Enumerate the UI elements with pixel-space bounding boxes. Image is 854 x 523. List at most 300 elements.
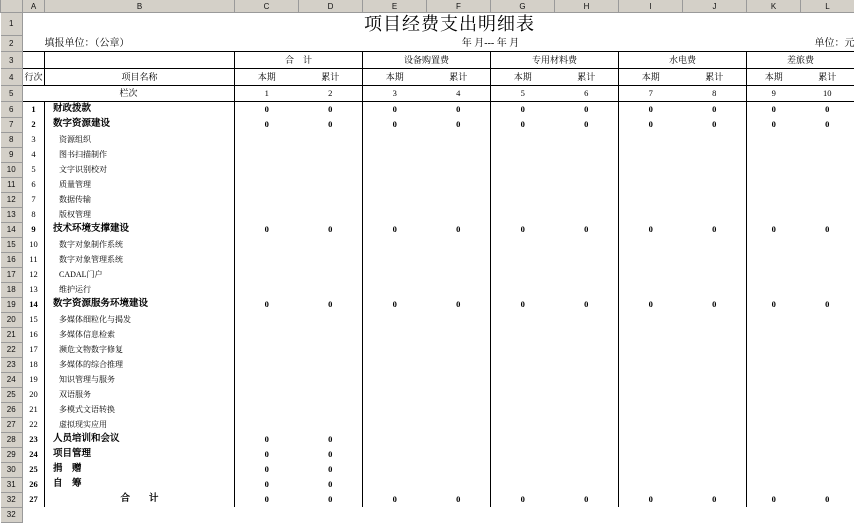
row-header-7[interactable]: 7 — [1, 117, 23, 132]
value-cell: 0 — [619, 297, 683, 312]
value-cell — [619, 282, 683, 297]
item-name-cell: 技术环境支撑建设 — [45, 222, 235, 237]
value-cell — [683, 252, 747, 267]
sheet-row-5 — [1, 86, 854, 102]
column-header-F[interactable]: F — [427, 0, 491, 13]
row-index-cell: 12 — [23, 267, 45, 282]
column-header-K[interactable]: K — [747, 0, 801, 13]
row-index-cell: 27 — [23, 492, 45, 507]
value-cell: 0 — [683, 102, 747, 118]
value-cell — [235, 282, 299, 297]
row-header-17[interactable]: 17 — [1, 267, 23, 282]
row-header-23[interactable]: 23 — [1, 357, 23, 372]
value-cell: 0 — [235, 477, 299, 492]
value-cell — [363, 477, 427, 492]
table-row[interactable] — [1, 432, 854, 447]
value-cell — [491, 417, 555, 432]
row-header-8[interactable]: 8 — [1, 132, 23, 147]
table-row[interactable] — [1, 462, 854, 477]
value-cell — [491, 282, 555, 297]
col-index-1: 1 — [235, 86, 299, 102]
column-header-D[interactable]: D — [299, 0, 363, 13]
value-cell — [427, 477, 491, 492]
value-cell — [491, 312, 555, 327]
value-cell — [747, 342, 801, 357]
value-cell — [491, 192, 555, 207]
value-cell: 0 — [683, 492, 747, 507]
value-cell — [299, 342, 363, 357]
value-cell — [299, 207, 363, 222]
row-header-6[interactable]: 6 — [1, 102, 23, 118]
column-header-A[interactable]: A — [23, 0, 45, 13]
row-index-cell: 25 — [23, 462, 45, 477]
value-cell: 0 — [801, 222, 854, 237]
value-cell — [555, 327, 619, 342]
row-header-18[interactable]: 18 — [1, 282, 23, 297]
table-row[interactable] — [1, 192, 854, 207]
value-cell: 0 — [683, 297, 747, 312]
value-cell — [363, 357, 427, 372]
col-index-2: 2 — [299, 86, 363, 102]
value-cell — [801, 372, 854, 387]
value-cell: 0 — [299, 477, 363, 492]
row-header-10[interactable]: 10 — [1, 162, 23, 177]
value-cell: 0 — [427, 297, 491, 312]
value-cell — [747, 357, 801, 372]
value-cell — [747, 462, 801, 477]
report-period-label: 年 月--- 年 月 — [363, 35, 619, 52]
value-cell — [801, 387, 854, 402]
value-cell — [683, 207, 747, 222]
sub-header-equipment-current: 本期 — [363, 69, 427, 86]
row-header-9[interactable]: 9 — [1, 147, 23, 162]
value-cell — [555, 147, 619, 162]
value-cell — [683, 372, 747, 387]
value-cell — [619, 162, 683, 177]
value-cell — [747, 267, 801, 282]
value-cell — [427, 462, 491, 477]
value-cell — [555, 177, 619, 192]
value-cell: 0 — [747, 492, 801, 507]
table-row[interactable] — [1, 507, 854, 522]
sheet-row-4 — [1, 69, 854, 86]
value-cell — [235, 207, 299, 222]
value-cell — [363, 282, 427, 297]
value-cell — [235, 312, 299, 327]
value-cell — [801, 327, 854, 342]
value-cell — [619, 462, 683, 477]
value-cell: 0 — [235, 462, 299, 477]
value-cell — [491, 372, 555, 387]
item-name-cell: 捐 赠 — [45, 462, 235, 477]
value-cell — [491, 207, 555, 222]
value-cell — [683, 477, 747, 492]
column-header-B[interactable]: B — [45, 0, 235, 13]
col-index-3: 3 — [363, 86, 427, 102]
table-row[interactable] — [1, 282, 854, 297]
column-header-E[interactable]: E — [363, 0, 427, 13]
value-cell — [747, 192, 801, 207]
row-index-cell: 22 — [23, 417, 45, 432]
table-row[interactable] — [1, 387, 854, 402]
row-header-13[interactable]: 13 — [1, 207, 23, 222]
value-cell — [363, 177, 427, 192]
value-cell — [619, 207, 683, 222]
row-index-cell: 24 — [23, 447, 45, 462]
value-cell: 0 — [747, 297, 801, 312]
value-cell — [683, 447, 747, 462]
amount-unit-label: 单位：元 — [747, 35, 854, 52]
item-name-cell: 数字对象管理系统 — [45, 252, 235, 267]
value-cell — [683, 327, 747, 342]
table-row[interactable] — [1, 252, 854, 267]
value-cell — [683, 237, 747, 252]
value-cell — [363, 237, 427, 252]
value-cell — [235, 177, 299, 192]
value-cell — [555, 387, 619, 402]
column-header-C[interactable]: C — [235, 0, 299, 13]
table-row[interactable] — [1, 117, 854, 132]
column-header-G[interactable]: G — [491, 0, 555, 13]
table-row[interactable] — [1, 222, 854, 237]
value-cell — [555, 162, 619, 177]
value-cell — [747, 417, 801, 432]
item-name-cell: 数字资源建设 — [45, 117, 235, 132]
value-cell: 0 — [235, 492, 299, 507]
item-name-cell: 人员培训和会议 — [45, 432, 235, 447]
sub-header-total-cumulative: 累计 — [299, 69, 363, 86]
value-cell — [299, 162, 363, 177]
value-cell — [299, 192, 363, 207]
select-all-corner[interactable] — [1, 0, 23, 13]
table-row[interactable] — [1, 297, 854, 312]
value-cell: 0 — [299, 447, 363, 462]
value-cell — [801, 192, 854, 207]
col-index-10: 10 — [801, 86, 854, 102]
row-index-cell: 21 — [23, 402, 45, 417]
column-header-L[interactable]: L — [801, 0, 854, 13]
value-cell — [427, 432, 491, 447]
column-header-J[interactable]: J — [683, 0, 747, 13]
value-cell: 0 — [747, 102, 801, 118]
value-cell: 0 — [299, 222, 363, 237]
table-body — [1, 102, 854, 523]
row-header-20[interactable]: 20 — [1, 312, 23, 327]
item-name-cell: 数字对象制作系统 — [45, 237, 235, 252]
value-cell: 0 — [363, 117, 427, 132]
value-cell: 0 — [299, 297, 363, 312]
value-cell: 0 — [363, 102, 427, 118]
table-row[interactable] — [1, 177, 854, 192]
value-cell — [801, 342, 854, 357]
item-name-cell: 双语服务 — [45, 387, 235, 402]
row-header-19[interactable]: 19 — [1, 297, 23, 312]
value-cell — [299, 237, 363, 252]
value-cell — [747, 237, 801, 252]
group-header-total: 合 计 — [235, 52, 363, 69]
sheet-row-2 — [1, 35, 854, 52]
value-cell — [747, 402, 801, 417]
table-row[interactable] — [1, 207, 854, 222]
row-index-cell: 26 — [23, 477, 45, 492]
value-cell — [427, 387, 491, 402]
row-header-5[interactable]: 5 — [1, 86, 23, 102]
value-cell — [747, 147, 801, 162]
item-name-cell: 质量管理 — [45, 177, 235, 192]
row-index-cell: 23 — [23, 432, 45, 447]
row-header-31[interactable]: 31 — [1, 477, 23, 492]
value-cell — [747, 327, 801, 342]
value-cell — [619, 357, 683, 372]
value-cell — [801, 477, 854, 492]
value-cell: 0 — [363, 222, 427, 237]
row-header-15[interactable]: 15 — [1, 237, 23, 252]
row-header-1[interactable]: 1 — [1, 13, 23, 36]
value-cell — [619, 312, 683, 327]
item-name-cell: 数据传输 — [45, 192, 235, 207]
value-cell: 0 — [491, 102, 555, 118]
value-cell: 0 — [491, 117, 555, 132]
table-row[interactable] — [1, 327, 854, 342]
value-cell — [427, 447, 491, 462]
table-row[interactable] — [1, 477, 854, 492]
sheet-row-1 — [1, 13, 854, 36]
value-cell — [747, 177, 801, 192]
row-header-3[interactable]: 3 — [1, 52, 23, 69]
row-index-cell: 3 — [23, 132, 45, 147]
value-cell — [299, 357, 363, 372]
table-row[interactable] — [1, 102, 854, 118]
row-header-2[interactable]: 2 — [1, 35, 23, 52]
value-cell — [363, 432, 427, 447]
col-index-4: 4 — [427, 86, 491, 102]
value-cell — [363, 207, 427, 222]
value-cell — [683, 357, 747, 372]
value-cell — [299, 147, 363, 162]
table-row[interactable] — [1, 447, 854, 462]
value-cell — [747, 132, 801, 147]
value-cell — [427, 342, 491, 357]
sub-header-utilities-cumulative: 累计 — [683, 69, 747, 86]
value-cell: 0 — [683, 117, 747, 132]
value-cell: 0 — [801, 297, 854, 312]
row-index-cell: 9 — [23, 222, 45, 237]
value-cell: 0 — [555, 222, 619, 237]
value-cell — [801, 237, 854, 252]
value-cell — [427, 267, 491, 282]
value-cell — [747, 282, 801, 297]
value-cell — [299, 417, 363, 432]
value-cell — [363, 327, 427, 342]
row-index-cell: 1 — [23, 102, 45, 118]
table-row[interactable] — [1, 357, 854, 372]
value-cell: 0 — [427, 117, 491, 132]
col-index-8: 8 — [683, 86, 747, 102]
sub-header-travel-current: 本期 — [747, 69, 801, 86]
item-name-cell: 虚拟现实应用 — [45, 417, 235, 432]
table-row[interactable] — [1, 312, 854, 327]
value-cell — [683, 132, 747, 147]
sub-header-total-current: 本期 — [235, 69, 299, 86]
value-cell — [555, 342, 619, 357]
table-row[interactable] — [1, 132, 854, 147]
value-cell — [363, 312, 427, 327]
row-header-32[interactable]: 32 — [1, 507, 23, 522]
value-cell — [619, 132, 683, 147]
value-cell — [363, 252, 427, 267]
value-cell: 0 — [619, 222, 683, 237]
value-cell: 0 — [299, 432, 363, 447]
value-cell: 0 — [235, 102, 299, 118]
value-cell — [555, 207, 619, 222]
value-cell — [235, 162, 299, 177]
column-header-H[interactable]: H — [555, 0, 619, 13]
value-cell — [491, 477, 555, 492]
table-row[interactable] — [1, 237, 854, 252]
value-cell — [747, 207, 801, 222]
value-cell: 0 — [619, 117, 683, 132]
value-cell — [491, 447, 555, 462]
item-name-cell: 多媒体信息检索 — [45, 327, 235, 342]
value-cell — [801, 357, 854, 372]
value-cell — [363, 192, 427, 207]
value-cell: 0 — [235, 297, 299, 312]
value-cell — [299, 312, 363, 327]
row-header-27[interactable]: 27 — [1, 417, 23, 432]
value-cell — [683, 282, 747, 297]
value-cell — [683, 342, 747, 357]
value-cell — [235, 372, 299, 387]
row-index-cell: 8 — [23, 207, 45, 222]
value-cell — [427, 357, 491, 372]
row-header-21[interactable]: 21 — [1, 327, 23, 342]
value-cell — [299, 282, 363, 297]
value-cell — [619, 387, 683, 402]
value-cell — [619, 267, 683, 282]
value-cell — [619, 417, 683, 432]
value-cell — [299, 372, 363, 387]
value-cell — [683, 402, 747, 417]
value-cell — [299, 252, 363, 267]
row-index-cell: 6 — [23, 177, 45, 192]
item-name-cell: 项目管理 — [45, 447, 235, 462]
row-header-24[interactable]: 24 — [1, 372, 23, 387]
value-cell — [619, 447, 683, 462]
value-cell — [619, 372, 683, 387]
value-cell — [235, 342, 299, 357]
row-header-11[interactable]: 11 — [1, 177, 23, 192]
item-name-cell: 图书扫描制作 — [45, 147, 235, 162]
value-cell — [235, 147, 299, 162]
value-cell — [363, 267, 427, 282]
value-cell — [555, 192, 619, 207]
value-cell — [555, 462, 619, 477]
table-row[interactable] — [1, 372, 854, 387]
item-name-cell: 财政拨款 — [45, 102, 235, 118]
row-index-cell: 18 — [23, 357, 45, 372]
row-header-32[interactable]: 32 — [1, 492, 23, 507]
row-header-14[interactable]: 14 — [1, 222, 23, 237]
value-cell — [747, 432, 801, 447]
row-header-25[interactable]: 25 — [1, 387, 23, 402]
col-index-7: 7 — [619, 86, 683, 102]
value-cell — [363, 402, 427, 417]
row-header-12[interactable]: 12 — [1, 192, 23, 207]
value-cell — [491, 177, 555, 192]
value-cell: 0 — [427, 222, 491, 237]
col-label-row-no: 行次 — [23, 69, 45, 86]
value-cell — [555, 132, 619, 147]
value-cell — [555, 372, 619, 387]
sub-header-utilities-current: 本期 — [619, 69, 683, 86]
value-cell: 0 — [747, 117, 801, 132]
row-header-26[interactable]: 26 — [1, 402, 23, 417]
value-cell — [747, 387, 801, 402]
table-row[interactable] — [1, 402, 854, 417]
value-cell: 0 — [683, 222, 747, 237]
row-header-30[interactable]: 30 — [1, 462, 23, 477]
value-cell — [491, 132, 555, 147]
value-cell — [555, 417, 619, 432]
row-header-4[interactable]: 4 — [1, 69, 23, 86]
value-cell — [235, 237, 299, 252]
value-cell — [427, 417, 491, 432]
sub-header-travel-cumulative: 累计 — [801, 69, 854, 86]
row-header-29[interactable]: 29 — [1, 447, 23, 462]
row-header-16[interactable]: 16 — [1, 252, 23, 267]
value-cell: 0 — [299, 492, 363, 507]
value-cell — [363, 417, 427, 432]
column-header-I[interactable]: I — [619, 0, 683, 13]
value-cell — [619, 177, 683, 192]
value-cell: 0 — [555, 117, 619, 132]
table-row[interactable] — [1, 417, 854, 432]
value-cell — [619, 432, 683, 447]
value-cell — [235, 357, 299, 372]
value-cell — [427, 252, 491, 267]
item-name-cell: 版权管理 — [45, 207, 235, 222]
table-row[interactable] — [1, 162, 854, 177]
value-cell — [363, 342, 427, 357]
row-index-cell: 19 — [23, 372, 45, 387]
col-index-5: 5 — [491, 86, 555, 102]
value-cell: 0 — [491, 297, 555, 312]
row-index-cell: 2 — [23, 117, 45, 132]
value-cell: 0 — [299, 102, 363, 118]
value-cell: 0 — [555, 492, 619, 507]
value-cell: 0 — [619, 102, 683, 118]
value-cell — [363, 372, 427, 387]
value-cell — [747, 447, 801, 462]
value-cell — [235, 252, 299, 267]
table-row[interactable] — [1, 147, 854, 162]
value-cell — [683, 387, 747, 402]
sub-header-material-cumulative: 累计 — [555, 69, 619, 86]
row-index-cell: 11 — [23, 252, 45, 267]
row-header-22[interactable]: 22 — [1, 342, 23, 357]
value-cell: 0 — [427, 492, 491, 507]
table-row[interactable] — [1, 267, 854, 282]
value-cell — [683, 267, 747, 282]
value-cell — [491, 357, 555, 372]
value-cell — [427, 327, 491, 342]
item-name-cell: 知识管理与服务 — [45, 372, 235, 387]
row-header-28[interactable]: 28 — [1, 432, 23, 447]
value-cell — [619, 237, 683, 252]
value-cell — [299, 327, 363, 342]
value-cell — [491, 327, 555, 342]
table-row[interactable] — [1, 342, 854, 357]
